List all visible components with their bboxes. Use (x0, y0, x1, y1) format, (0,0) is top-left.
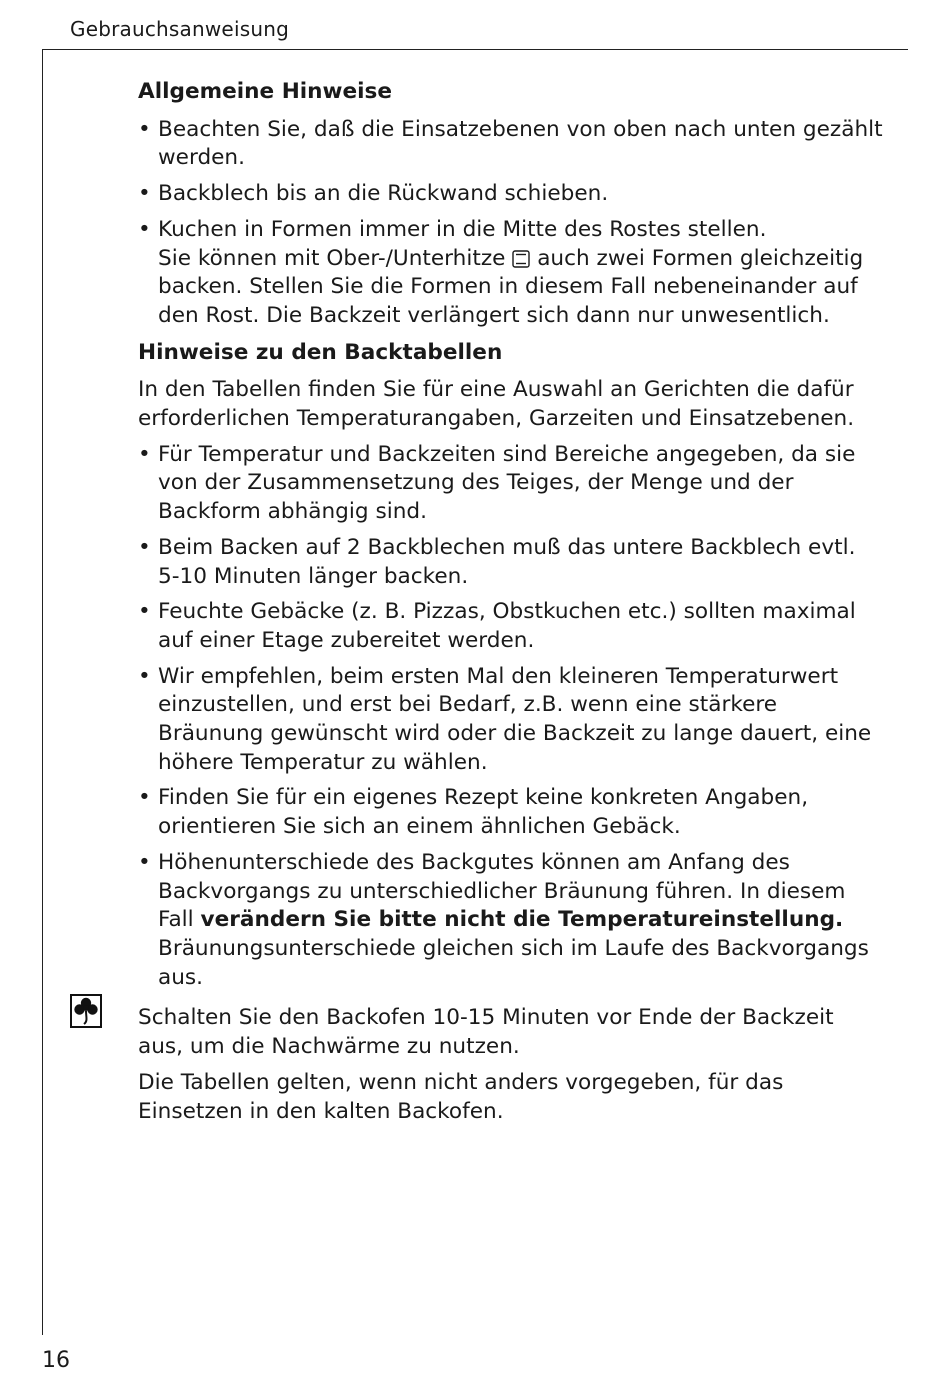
baking-tables-intro: In den Tabellen finden Sie für eine Auswahl an Gerichten die dafür erforderlichen Temperaturangaben, Garzeiten und Einsatzebenen. (138, 377, 855, 432)
emphasis-text: verändern Sie bitte nicht die Temperatureinstellung. (200, 907, 844, 933)
baking-tables-list (138, 441, 883, 993)
list-item-text: Höhenunterschiede des Backgutes können am Anfang des Backvorgangs zu unterschiedlicher Bräunung führen. In diesem Fall (158, 849, 846, 933)
oven-top-bottom-heat-icon (512, 248, 530, 266)
clover-tip-icon (70, 994, 102, 1028)
section-heading-baking-tables: Hinweise zu den Backtabellen (138, 339, 503, 365)
general-list (138, 116, 883, 331)
list-item: • Wir empfehlen, beim ersten Mal den kleineren Temperaturwert einzustellen, und erst bei Bedarf, z.B. wenn eine stärkere Bräunung gewünscht wird oder die Backzeit zu lange dauert, eine höhere Temperatur zu wählen. (138, 663, 883, 778)
list-item: • Backblech bis an die Rückwand schieben. (138, 180, 883, 209)
section-heading-general: Allgemeine Hinweise (138, 79, 393, 104)
list-item-text: Kuchen in Formen immer in die Mitte des Rostes stellen. (158, 216, 767, 242)
list-item: • Für Temperatur und Backzeiten sind Bereiche angegeben, da sie von der Zusammensetzung des Teiges, der Menge und der Backform abhängig sind. (138, 441, 883, 527)
list-item-text: Bräunungsunterschiede gleichen sich im Laufe des Backvorgangs aus. (158, 935, 869, 990)
page-number: 16 (42, 1348, 70, 1373)
page-content (138, 78, 883, 1133)
running-header: Gebrauchsanweisung (70, 17, 289, 41)
list-item: • Finden Sie für ein eigenes Rezept keine konkreten Angaben, orientieren Sie sich an einem ähnlichen Gebäck. (138, 784, 883, 841)
list-item-text: auch zwei Formen gleichzeitig backen. Stellen Sie die Formen in diesem Fall nebeneinander auf den Rost. Die Backzeit verlängert sich dann nur unwesentlich. (158, 245, 864, 328)
list-item-form-position (138, 216, 883, 331)
list-item-height-difference (138, 849, 883, 993)
list-item: • Feuchte Gebäcke (z. B. Pizzas, Obstkuchen etc.) sollten maximal auf einer Etage zubereitet werden. (138, 598, 883, 655)
list-item: • Beim Backen auf 2 Backblechen muß das untere Backblech evtl. 5-10 Minuten länger backen. (138, 534, 883, 591)
header-rule (42, 49, 908, 50)
tip-text: Schalten Sie den Backofen 10-15 Minuten vor Ende der Backzeit aus, um die Nachwärme zu nutzen. (138, 1005, 834, 1060)
list-item: • Beachten Sie, daß die Einsatzebenen von oben nach unten gezählt werden. (138, 116, 883, 173)
list-item-text: Sie können mit Ober-/Unterhitze (158, 245, 506, 271)
tables-note: Die Tabellen gelten, wenn nicht anders vorgegeben, für das Einsetzen in den kalten Backofen. (138, 1069, 784, 1124)
margin-rule (42, 49, 43, 1335)
